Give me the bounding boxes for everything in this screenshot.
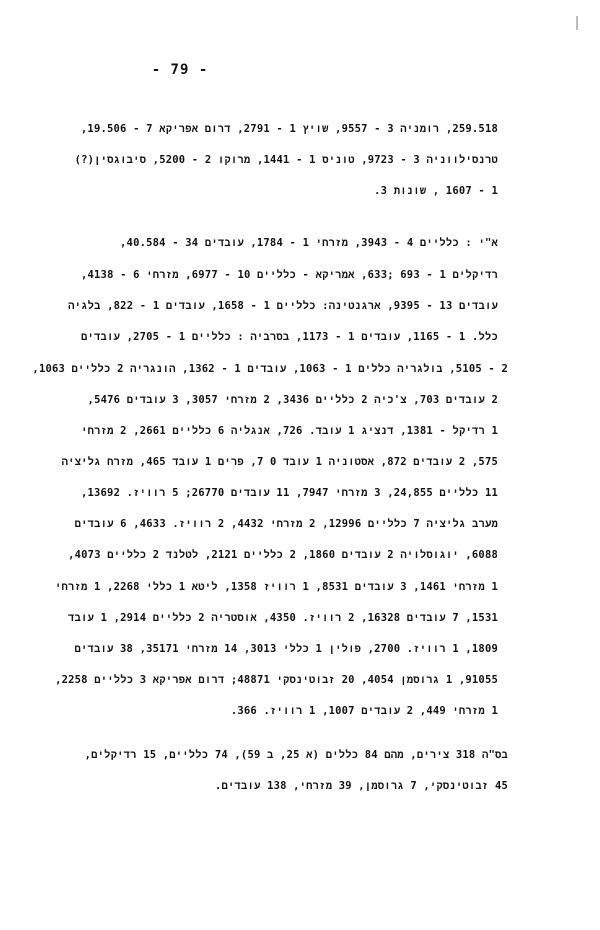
text-line: 2 - 5105, בולגריה כללים 1 - 1063, עובדים 1 - 1362, הונגריה 2 כלליים 1063, xyxy=(32,363,508,375)
text-line: 11 כלליים 24,855, 3 מזרחי 7947, 11 עובדים 26770; 5 רוויז. 13692, xyxy=(80,487,498,499)
text-line: טרנסילווניה 3 - 9723, טוניס 1 - 1441, מרוקו 2 - 5200, סיבוגסין(?) xyxy=(74,154,498,166)
text-line: 259.518, רומניה 3 - 9557, שויץ 1 - 2791, דרום אפריקא 7 - 19.506, xyxy=(80,123,498,135)
text-line: א"י : כלליים 4 - 3943, מזרחי 1 - 1784, עובדים 34 - 40.584, xyxy=(120,237,498,249)
page-number: - 79 - xyxy=(151,62,209,78)
text-line: 575, 2 עובדים 872, אסטוניה 1 עובד 0 7, פרים 1 עובד 465, מזרח גליציה xyxy=(61,456,498,468)
text-line: 6088, יוגוסלויה 2 עובדים 1860, 2 כלליים 2121, לטלנד 2 כלליים 4073, xyxy=(68,549,498,561)
text-line: 1 מזרחי 1461, 3 עובדים 8531, 1 רוויז 1358, ליטא 1 כללי 2268, 1 מזרחי xyxy=(54,581,498,593)
text-line: בס"ה 318 צירים, מהם 84 כללים (א 25, ב 59), 74 כלליים, 15 רדיקלים, xyxy=(84,749,508,761)
text-line: 1 - 1607 , שונות 3. xyxy=(374,185,498,197)
text-line: 1 רדיקל - 1381, דנציג 1 עובד. 726, אנגליה 6 כלליים 2661, 2 מזרחי xyxy=(81,425,498,437)
text-line: עובדים 13 - 9395, ארגנטינה: כלליים 1 - 1658, עובדים 1 - 822, בלגיה xyxy=(68,300,498,312)
text-line: 1531, 7 עובדים 16328, 2 רוויז. 4350, אוסטריה 2 כלליים 2914, 1 עובד xyxy=(68,612,498,624)
text-line: 91055, 1 גרוסמן 4054, 20 זבוטינסקי 48871; דרום אפריקא 3 כלליים 2258, xyxy=(55,674,498,686)
text-line: מערב גליציה 7 כלליים 12996, 2 מזרחי 4432, 2 רוויז. 4633, 6 עובדים xyxy=(74,518,498,530)
text-line: כלל. 1 - 1165, עובדים 1 - 1173, בסרביה : כלליים 1 - 2705, עובדים xyxy=(81,331,498,343)
text-line: 2 עובדים 703, צ'כיה 2 כלליים 3436, 2 מזרחי 3057, 3 עובדים 5476, xyxy=(87,394,498,406)
text-line: רדיקלים 1 - 693 ;633, אמריקא - כלליים 10 - 6977, מזרחי 6 - 4138, xyxy=(80,269,498,281)
text-line: 45 זבוטינסקי, 7 גרוסמן, 39 מזרחי, 138 עובדים. xyxy=(215,780,508,792)
scan-edge-mark xyxy=(576,16,578,30)
text-line: 1809, 1 רוויז. 2700, פולין 1 כללי 3013, 14 מזרחי 35171, 38 עובדים xyxy=(74,643,498,655)
text-line: 1 מזרחי 449, 2 עובדים 1007, 1 רוויז. 366. xyxy=(230,705,498,717)
